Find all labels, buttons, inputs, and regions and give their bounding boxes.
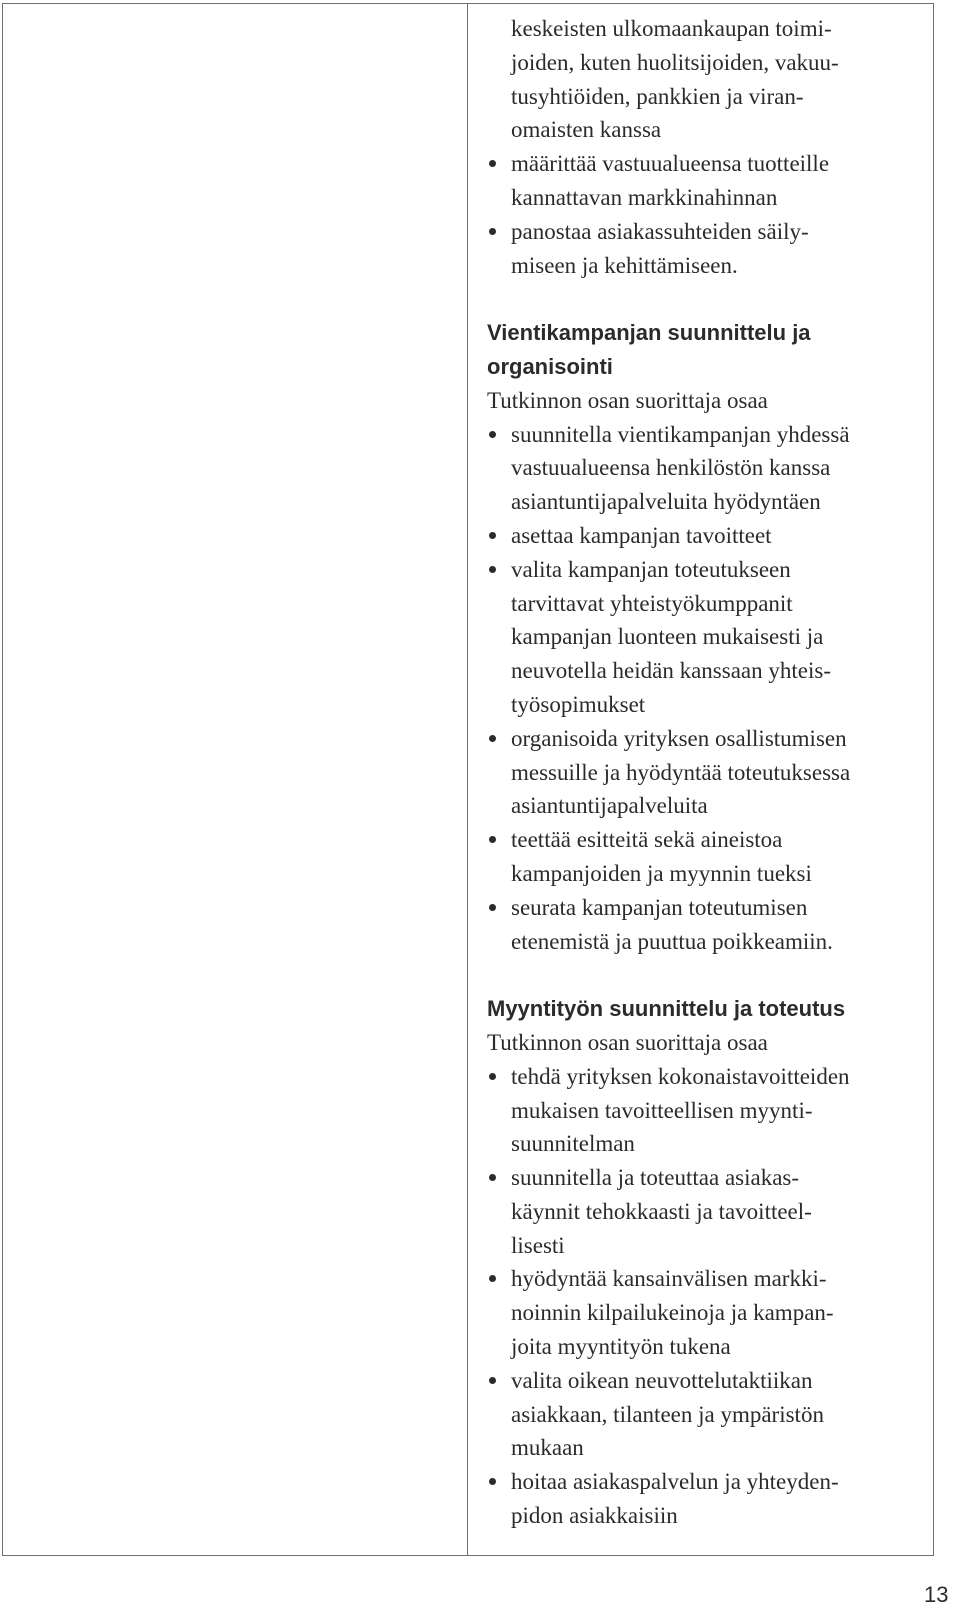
- list-item-text: valita oikean neuvottelutaktiikan: [511, 1367, 813, 1393]
- bullet-icon: [489, 566, 496, 573]
- continuation-line: joiden, kuten huolitsijoiden, vakuu-: [511, 49, 839, 75]
- list-item-text: työsopimukset: [511, 691, 646, 717]
- bullet-icon: [489, 160, 496, 167]
- list-item: [487, 1465, 927, 1533]
- list-item-text: panostaa asiakassuhteiden säily-: [511, 218, 809, 244]
- list-item: [487, 891, 927, 959]
- list-item: [487, 215, 927, 283]
- list-item-text: asiantuntijapalveluita: [511, 793, 708, 819]
- list-item-text: hoitaa asiakaspalvelun ja yhteyden-: [511, 1469, 839, 1495]
- list-item-text: kampanjoiden ja myynnin tueksi: [511, 860, 812, 886]
- list-item: [487, 1364, 927, 1465]
- list-item-text: valita kampanjan toteutukseen: [511, 556, 791, 582]
- section-heading: Vientikampanjan suunnittelu ja: [487, 320, 811, 346]
- continuation-line: tusyhtiöiden, pankkien ja viran-: [511, 83, 804, 109]
- list-item-text: neuvotella heidän kanssaan yhteis-: [511, 658, 831, 684]
- list-item: [487, 553, 927, 722]
- list-item: [487, 147, 927, 215]
- section-intro: Tutkinnon osan suorittaja osaa: [487, 387, 768, 413]
- list-item-text: asiakkaan, tilanteen ja ympäristön: [511, 1401, 824, 1427]
- bullet-icon: [489, 1174, 496, 1181]
- bullet-icon: [489, 1073, 496, 1080]
- bullet-icon: [489, 1478, 496, 1485]
- list-item-text: kampanjan luonteen mukaisesti ja: [511, 624, 824, 650]
- list-item-text: mukaisen tavoitteellisen myynti-: [511, 1097, 813, 1123]
- list-item-text: suunnitella vientikampanjan yhdessä: [511, 421, 850, 447]
- list-item-text: tehdä yrityksen kokonaistavoitteiden: [511, 1063, 850, 1089]
- list-item-text: tarvittavat yhteistyökumppanit: [511, 590, 793, 616]
- list-item-text: suunnitelman: [511, 1131, 635, 1157]
- list-item-text: pidon asiakkaisiin: [511, 1503, 678, 1529]
- bullet-icon: [489, 836, 496, 843]
- list-item: [487, 1262, 927, 1363]
- list-item-text: miseen ja kehittämiseen.: [511, 252, 738, 278]
- list-item-text: joita myyntityön tukena: [511, 1334, 731, 1360]
- bullet-icon: [489, 228, 496, 235]
- right-column: [487, 12, 927, 1533]
- column-divider: [467, 3, 468, 1556]
- list-item: [487, 418, 927, 519]
- list-item-text: kannattavan markkinahinnan: [511, 184, 778, 210]
- list-item-text: messuille ja hyödyntää toteutuksessa: [511, 759, 851, 785]
- list-item-text: hyödyntää kansainvälisen markki-: [511, 1266, 827, 1292]
- list-item-text: etenemistä ja puuttua poikkeamiin.: [511, 928, 833, 954]
- list-item-text: teettää esitteitä sekä aineistoa: [511, 827, 783, 853]
- section-heading: Myyntityön suunnittelu ja toteutus: [487, 996, 846, 1022]
- list-item-text: suunnitella ja toteuttaa asiakas-: [511, 1165, 800, 1191]
- continuation-line: keskeisten ulkomaankaupan toimi-: [511, 16, 832, 41]
- list-item-text: lisesti: [511, 1232, 565, 1258]
- list-item: [487, 823, 927, 891]
- bullet-icon: [489, 431, 496, 438]
- bullet-icon: [489, 1377, 496, 1384]
- bullet-icon: [489, 532, 496, 539]
- bullet-icon: [489, 735, 496, 742]
- bullet-icon: [489, 1275, 496, 1282]
- list-item-text: asiantuntijapalveluita hyödyntäen: [511, 489, 821, 515]
- list-item-text: mukaan: [511, 1435, 584, 1461]
- list-item-text: määrittää vastuualueensa tuotteille: [511, 151, 830, 177]
- list-item-text: noinnin kilpailukeinoja ja kampan-: [511, 1300, 834, 1326]
- list-item-text: asettaa kampanjan tavoitteet: [511, 522, 772, 548]
- continuation-line: omaisten kanssa: [511, 117, 662, 143]
- section-heading: organisointi: [487, 353, 613, 379]
- section-intro: Tutkinnon osan suorittaja osaa: [487, 1029, 768, 1055]
- list-item-text: käynnit tehokkaasti ja tavoitteel-: [511, 1198, 812, 1224]
- list-item: [487, 1060, 927, 1161]
- list-item: [487, 519, 927, 553]
- list-item-text: seurata kampanjan toteutumisen: [511, 894, 808, 920]
- list-item: [487, 722, 927, 823]
- bullet-icon: [489, 904, 496, 911]
- list-item-text: vastuualueensa henkilöstön kanssa: [511, 455, 831, 481]
- page-number: 13: [924, 1582, 949, 1607]
- list-item-text: organisoida yrityksen osallistumisen: [511, 725, 847, 751]
- list-item: [487, 1161, 927, 1262]
